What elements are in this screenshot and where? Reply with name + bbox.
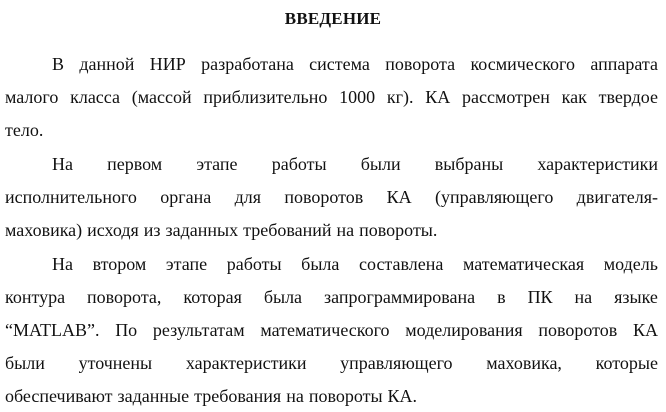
word: твердое: [598, 87, 658, 107]
word: заданных: [165, 220, 239, 240]
text-line: [5, 85, 658, 109]
word: НИР: [149, 54, 186, 74]
word: из: [143, 220, 161, 240]
word: разработана: [201, 54, 294, 74]
word: на: [574, 287, 593, 307]
word: (массой: [131, 87, 192, 107]
word: На: [52, 254, 73, 274]
word: В: [52, 54, 65, 74]
word: характеристики: [537, 154, 658, 174]
word: класса: [70, 87, 120, 107]
word: математического: [260, 320, 390, 340]
word: (управляющего: [434, 187, 554, 207]
word: для: [234, 187, 261, 207]
word: уточнены: [78, 353, 153, 373]
word: приблизительно: [203, 87, 328, 107]
word: контура: [5, 287, 66, 307]
word: двигателя-: [576, 187, 658, 207]
word: были: [360, 154, 401, 174]
word: 1000: [339, 87, 376, 107]
text-line: [52, 52, 658, 76]
word: заданные: [117, 386, 190, 406]
word: на: [336, 220, 355, 240]
word: была: [301, 254, 340, 274]
text-line: [5, 318, 658, 342]
text-line: [52, 252, 658, 276]
word: языке: [614, 287, 658, 307]
word: которые: [595, 353, 658, 373]
word: кг).: [386, 87, 414, 107]
text-line: [5, 218, 658, 242]
word: обеспечивают: [5, 386, 113, 406]
word: первом: [107, 154, 163, 174]
word: малого: [5, 87, 59, 107]
word: характеристики: [185, 353, 307, 373]
word: втором: [92, 254, 147, 274]
word: аппарата: [590, 54, 658, 74]
word: маховика): [5, 220, 83, 240]
word: На: [52, 154, 73, 174]
word: поворота,: [87, 287, 162, 307]
text-line: [5, 351, 658, 375]
word: КА.: [387, 386, 418, 406]
word: исходя: [87, 220, 139, 240]
word: “MATLAB”.: [5, 320, 100, 340]
word: тело.: [5, 120, 44, 140]
word: исполнительного: [5, 187, 137, 207]
text-line: [5, 384, 658, 408]
word: космического: [470, 54, 575, 74]
word: КА: [425, 87, 451, 107]
word: на: [286, 386, 304, 406]
word: в: [497, 287, 506, 307]
word: маховика,: [486, 353, 562, 373]
word: поворотов: [284, 187, 364, 207]
word: повороты: [308, 386, 383, 406]
word: работы: [226, 254, 282, 274]
word: По: [115, 320, 138, 340]
word: моделирования: [405, 320, 523, 340]
word: КА: [632, 320, 658, 340]
word: были: [5, 353, 45, 373]
word: данной: [79, 54, 135, 74]
word: математическая: [462, 254, 585, 274]
word: органа: [160, 187, 212, 207]
word: требований: [243, 220, 332, 240]
word: этапе: [165, 254, 208, 274]
word: система: [309, 54, 370, 74]
word: модель: [603, 254, 658, 274]
word: поворотов: [538, 320, 618, 340]
word: как: [561, 87, 587, 107]
word: ПК: [527, 287, 553, 307]
document-title: ВВЕДЕНИЕ: [284, 9, 382, 28]
word: запрограммирована: [324, 287, 476, 307]
word: управляющего: [340, 353, 453, 373]
word: КА: [386, 187, 412, 207]
word: работы: [271, 154, 327, 174]
word: которая: [183, 287, 242, 307]
text-line: [5, 118, 658, 142]
text-line: [5, 285, 658, 309]
word: требования: [194, 386, 282, 406]
word: этапе: [196, 154, 238, 174]
text-line: [5, 185, 658, 209]
word: поворота: [385, 54, 456, 74]
word: результатам: [152, 320, 245, 340]
word: была: [263, 287, 303, 307]
word: составлена: [359, 254, 444, 274]
word: выбраны: [434, 154, 504, 174]
word: повороты.: [359, 220, 438, 240]
word: рассмотрен: [462, 87, 550, 107]
text-line: [52, 152, 658, 176]
